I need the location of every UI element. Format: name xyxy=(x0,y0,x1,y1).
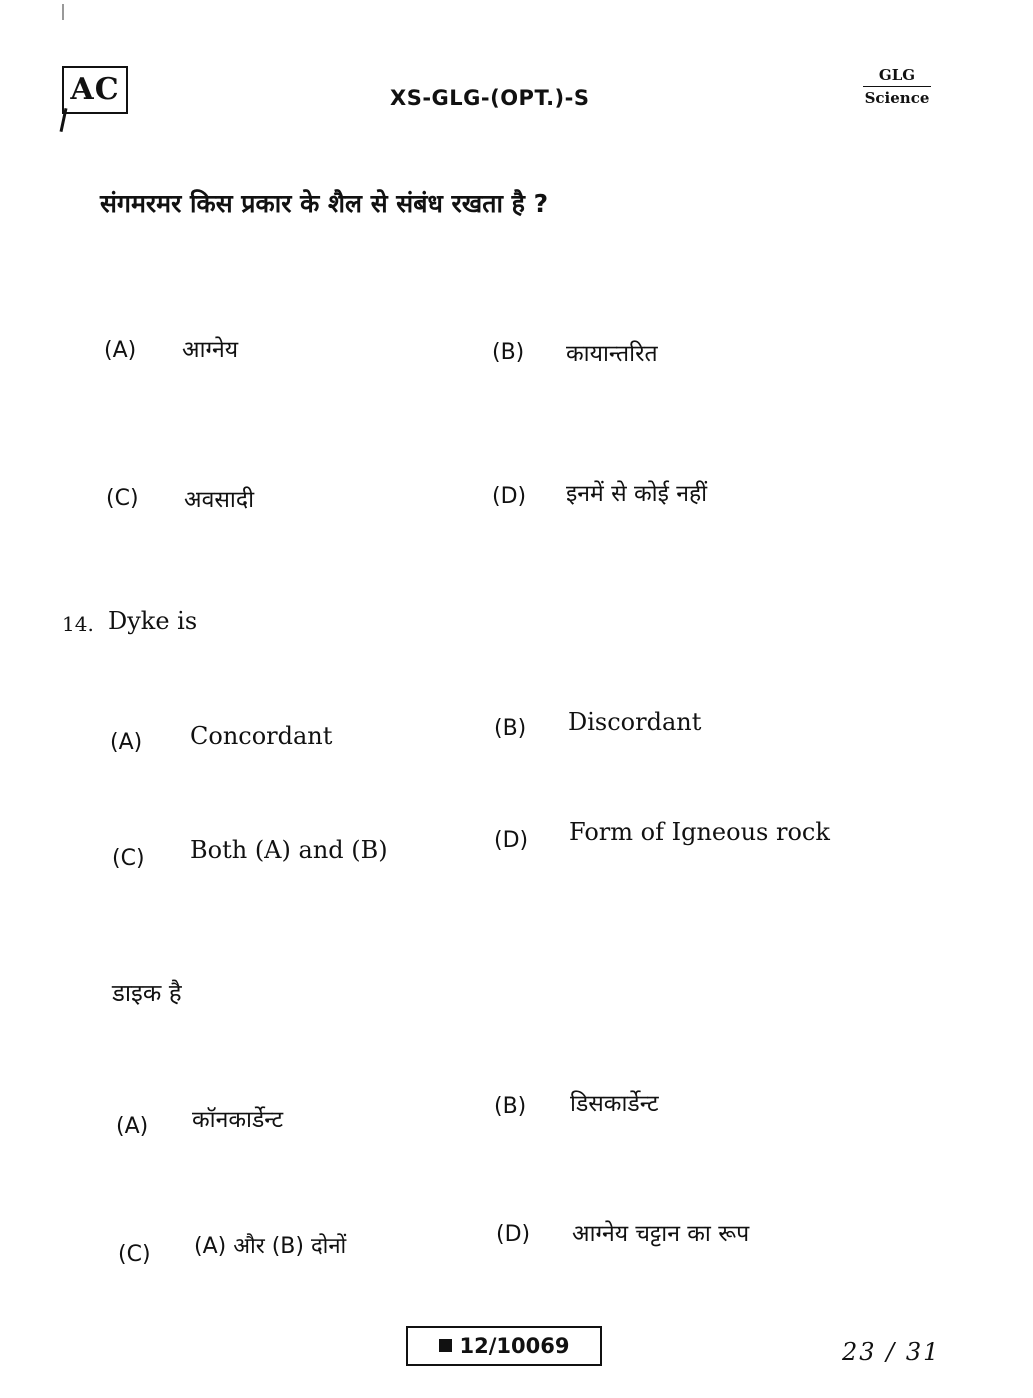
option-text-c: (A) और (B) दोनों xyxy=(194,1234,347,1259)
option-label-a: (A) xyxy=(104,338,137,363)
option-label-a: (A) xyxy=(116,1114,149,1139)
set-code-box: AC xyxy=(62,66,128,114)
set-code-box-tail xyxy=(60,108,68,132)
option-text-d: इनमें से कोई नहीं xyxy=(566,481,708,507)
question-english-dyke: Dyke is xyxy=(108,607,198,635)
option-text-b: Discordant xyxy=(568,708,702,736)
option-label-d: (D) xyxy=(494,828,529,853)
subject-code: GLG xyxy=(863,66,931,87)
option-text-c: अवसादी xyxy=(184,487,255,513)
option-label-b: (B) xyxy=(492,340,525,365)
option-text-a: Concordant xyxy=(190,722,333,750)
question-hindi-marble: संगमरमर किस प्रकार के शैल से संबंध रखता है ? xyxy=(100,189,549,218)
option-label-c: (C) xyxy=(118,1242,151,1267)
option-label-a: (A) xyxy=(110,730,143,755)
option-text-b: कायान्तरित xyxy=(566,341,658,367)
option-text-d: Form of Igneous rock xyxy=(569,818,830,846)
option-text-c: Both (A) and (B) xyxy=(190,836,388,864)
paper-code: XS-GLG-(OPT.)-S xyxy=(390,86,590,110)
option-text-a: आग्नेय xyxy=(182,337,239,363)
option-label-d: (D) xyxy=(492,484,527,509)
option-label-c: (C) xyxy=(106,486,139,511)
booklet-code-box xyxy=(406,1326,602,1366)
option-label-c: (C) xyxy=(112,846,145,871)
scan-mark xyxy=(62,4,64,20)
option-label-b: (B) xyxy=(494,1094,527,1119)
booklet-code: 12/10069 xyxy=(459,1334,570,1358)
option-text-a: कॉनकार्डेन्ट xyxy=(192,1107,284,1133)
question-hindi-dyke: डाइक है xyxy=(112,979,182,1007)
option-label-d: (D) xyxy=(496,1222,531,1247)
option-text-b: डिसकार्डेन्ट xyxy=(570,1091,659,1117)
subject-name: Science xyxy=(864,89,930,107)
option-text-d: आग्नेय चट्टान का रूप xyxy=(572,1221,750,1247)
page-number: 23 / 31 xyxy=(842,1338,941,1366)
question-number: 14. xyxy=(62,612,94,636)
subject-block xyxy=(855,66,939,107)
option-label-b: (B) xyxy=(494,716,527,741)
square-bullet-icon xyxy=(439,1339,452,1352)
